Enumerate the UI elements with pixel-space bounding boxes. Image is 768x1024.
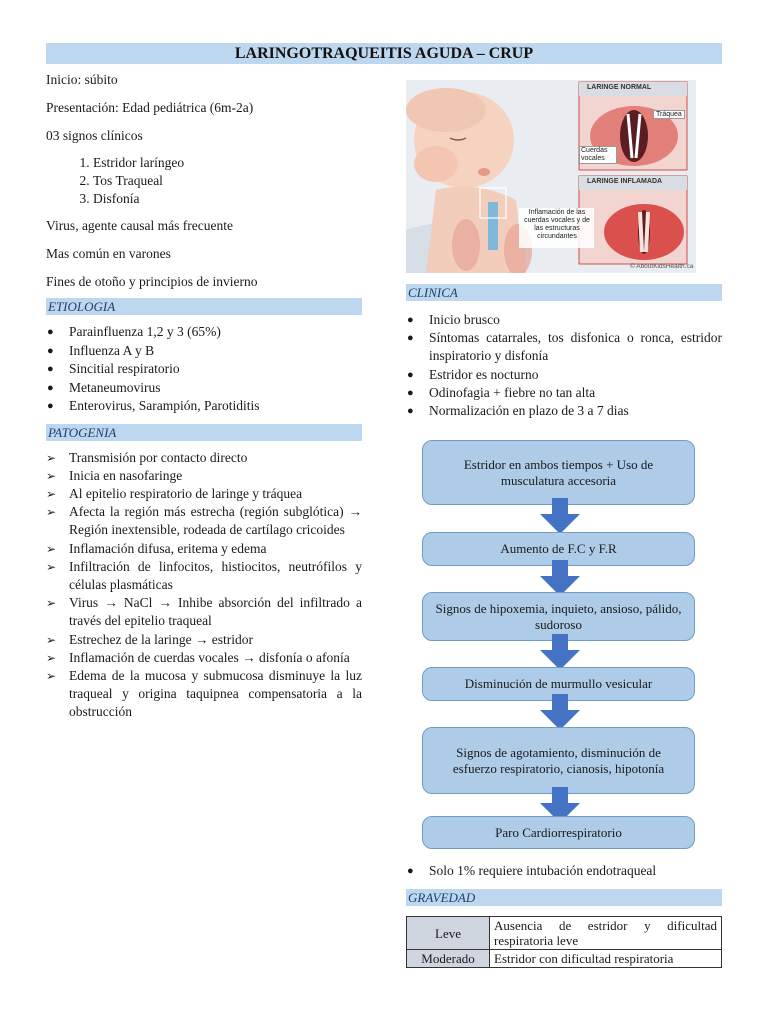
down-arrow-icon [540, 634, 580, 670]
figure-label-inflamada: LARINGE INFLAMADA [587, 178, 663, 185]
list-item: 3. Disfonía [93, 190, 362, 208]
bullet-icon: ● [407, 865, 414, 877]
gravedad-heading: GRAVEDAD [406, 889, 722, 906]
left-column [46, 72, 362, 722]
list-item: ● Solo 1% requiere intubación endotraqueal [406, 862, 722, 880]
list-item: ● Parainfluenza 1,2 y 3 (65%) [46, 323, 362, 342]
arrow-bullet-icon: ➢ [46, 468, 57, 483]
bullet-icon: ● [407, 386, 414, 399]
list-item: ● Normalización en plazo de 3 a 7 dias [406, 402, 722, 420]
flow-step: Paro Cardiorrespiratorio [422, 816, 695, 849]
list-item: ➢ Edema de la mucosa y submucosa disminuye la luz traqueal y origina taquipnea compensatoria a la obstrucción [46, 667, 362, 720]
arrow-bullet-icon: ➢ [46, 668, 57, 683]
virus-text: Virus, agente causal más frecuente [46, 218, 233, 233]
flowchart [406, 440, 722, 850]
list-item: ➢ Inicia en nasofaringe [46, 467, 362, 485]
bullet-icon: ● [47, 400, 54, 412]
list-item: ● Inicio brusco [406, 311, 722, 329]
list-item: ● Influenza A y B [46, 342, 362, 361]
bullet-icon: ● [407, 405, 414, 418]
list-item: ➢ Inflamación difusa, eritema y edema [46, 540, 362, 558]
arrow-bullet-icon: ➢ [46, 632, 57, 647]
list-item: ● Síntomas catarrales, tos disfonica o ronca, estridor inspiratorio y disfonía [407, 330, 722, 364]
table-cell: Leve [407, 917, 490, 950]
flow-step: Disminución de murmullo vesicular [422, 667, 695, 701]
clinica-section [406, 284, 722, 420]
list-item: 2. Tos Traqueal [93, 172, 362, 190]
list-item: ➢ Inflamación de cuerdas vocales → disfonía o afonía [46, 649, 362, 667]
arrow-bullet-icon: ➢ [46, 505, 57, 520]
signos-list [46, 154, 362, 208]
list-item: ● Odinofagia + fiebre no tan alta [406, 384, 722, 402]
list-item: ● Metaneumovirus [46, 379, 362, 398]
table-row [407, 917, 722, 950]
bullet-icon: ● [407, 314, 414, 326]
flow-step: Signos de agotamiento, disminución de esfuerzo respiratorio, cianosis, hipotonía [422, 727, 695, 794]
bullet-icon: ● [407, 368, 414, 381]
figure-label-inflamacion: Inflamación de las cuerdas vocales y de las estructuras circundantes [524, 209, 590, 240]
clinica-heading: CLINICA [406, 284, 722, 301]
list-item: ➢ Afecta la región más estrecha (región subglótica) → Región inextensible, rodeada de cartílago cricoides [46, 504, 362, 538]
list-item: ➢ Al epitelio respiratorio de laringe y tráquea [46, 485, 362, 503]
arrow-bullet-icon: ➢ [46, 486, 57, 501]
down-arrow-icon [540, 498, 580, 534]
intubation-note [406, 862, 722, 880]
table-cell: Moderado [407, 950, 490, 968]
gravedad-section [406, 889, 722, 968]
list-item: 1. Estridor laríngeo [93, 154, 362, 172]
arrow-bullet-icon: ➢ [46, 559, 57, 574]
bullet-icon: ● [407, 332, 414, 345]
list-item: ● Sincitial respiratorio [46, 360, 362, 379]
down-arrow-icon [540, 560, 580, 596]
list-item: ➢ Infiltración de linfocitos, histiocitos, neutrófilos y células plasmáticas [46, 558, 362, 592]
page-title: LARINGOTRAQUEITIS AGUDA – CRUP [46, 43, 722, 64]
bullet-icon: ● [47, 363, 54, 375]
bullet-icon: ● [47, 381, 54, 394]
presentacion-text: Presentación: Edad pediátrica (6m-2a) [46, 100, 254, 115]
arrow-bullet-icon: ➢ [46, 450, 57, 465]
flow-step: Estridor en ambos tiempos + Uso de musculatura accesoria [422, 440, 695, 505]
table-cell: Ausencia de estridor y dificultad respiratoria leve [490, 917, 722, 950]
table-cell: Estridor con dificultad respiratoria [490, 950, 722, 968]
patogenia-heading: PATOGENIA [46, 424, 362, 441]
etiologia-list [46, 323, 362, 416]
gravedad-table [406, 916, 722, 968]
baby-larynx-illustration [406, 80, 696, 273]
figure-label-traquea: Tráquea [653, 110, 685, 119]
figure-label-normal: LARINGE NORMAL [587, 84, 652, 91]
figure-label-cuerdas: Cuerdas vocales [579, 146, 617, 164]
list-item: ● Enterovirus, Sarampión, Parotiditis [46, 397, 362, 416]
inicio-text: Inicio: súbito [46, 72, 118, 87]
arrow-bullet-icon: ➢ [46, 541, 57, 556]
clinica-list [406, 311, 722, 420]
down-arrow-icon [540, 694, 580, 730]
varones-text: Mas común en varones [46, 246, 171, 261]
bullet-icon: ● [47, 344, 54, 357]
larynx-illustration [406, 80, 696, 273]
list-item: ● Estridor es nocturno [406, 366, 722, 384]
bullet-icon: ● [47, 326, 54, 338]
patogenia-list [46, 449, 362, 722]
estacion-text: Fines de otoño y principios de invierno [46, 274, 258, 289]
table-row [407, 950, 722, 968]
figure-credit: © AboutKidsHealth.ca [630, 263, 694, 270]
etiologia-heading: ETIOLOGIA [46, 298, 362, 315]
list-item: ➢ Estrechez de la laringe → estridor [46, 631, 362, 649]
arrow-bullet-icon: ➢ [46, 596, 57, 611]
list-item: ➢ Transmisión por contacto directo [46, 449, 362, 467]
signos-header: 03 signos clínicos [46, 128, 143, 143]
list-item: ➢ Virus → NaCl → Inhibe absorción del infiltrado a través del epitelio traqueal [46, 595, 362, 629]
flow-step: Signos de hipoxemia, inquieto, ansioso, pálido, sudoroso [422, 592, 695, 641]
flow-step: Aumento de F.C y F.R [422, 532, 695, 566]
arrow-bullet-icon: ➢ [46, 650, 57, 665]
